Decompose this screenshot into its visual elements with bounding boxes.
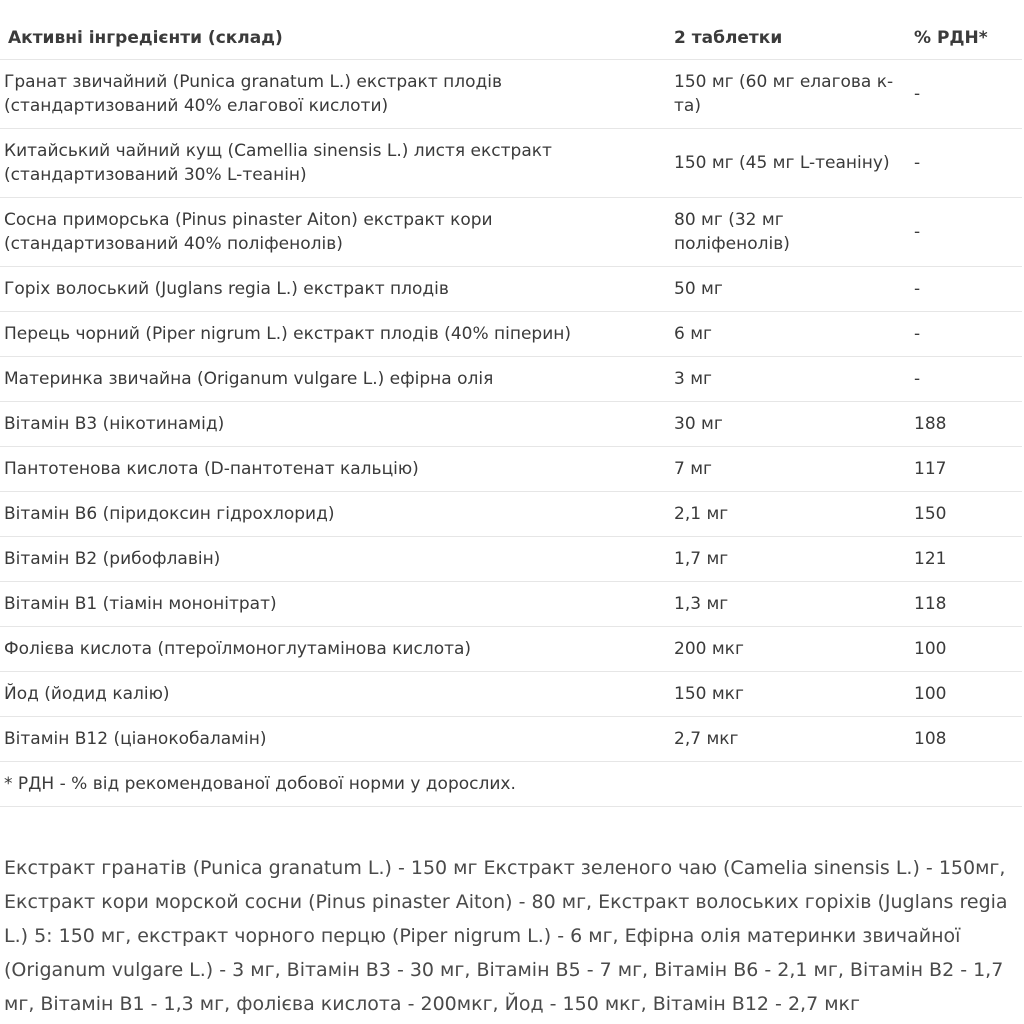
ingredient-rdn: 121 — [910, 537, 1022, 582]
ingredient-dose: 1,3 мг — [670, 582, 910, 627]
table-row — [0, 198, 1022, 267]
table-row — [0, 492, 1022, 537]
table-row — [0, 267, 1022, 312]
ingredient-dose: 50 мг — [670, 267, 910, 312]
ingredient-name: Сосна приморська (Pinus pinaster Aiton) екстракт кори (стандартизований 40% поліфенолів) — [0, 198, 670, 267]
ingredient-rdn: - — [910, 267, 1022, 312]
ingredient-name: Китайський чайний кущ (Camellia sinensis L.) листя екстракт (стандартизований 30% L-теанін) — [0, 129, 670, 198]
ingredient-rdn: 117 — [910, 447, 1022, 492]
table-row — [0, 402, 1022, 447]
ingredient-dose: 1,7 мг — [670, 537, 910, 582]
ingredient-dose: 150 мкг — [670, 672, 910, 717]
ingredient-name: Вітамін B1 (тіамін мононітрат) — [0, 582, 670, 627]
ingredient-dose: 150 мг (45 мг L-теаніну) — [670, 129, 910, 198]
header-ingredients: Активні інгредієнти (склад) — [0, 16, 670, 60]
ingredient-name: Йод (йодид калію) — [0, 672, 670, 717]
ingredient-rdn: 108 — [910, 717, 1022, 762]
table-row — [0, 717, 1022, 762]
ingredient-rdn: 150 — [910, 492, 1022, 537]
ingredient-name: Вітамін B12 (ціанокобаламін) — [0, 717, 670, 762]
table-header-row — [0, 16, 1022, 60]
ingredient-name: Пантотенова кислота (D-пантотенат кальцію) — [0, 447, 670, 492]
table-row — [0, 537, 1022, 582]
ingredient-rdn: 100 — [910, 672, 1022, 717]
table-row — [0, 447, 1022, 492]
ingredient-dose: 150 мг (60 мг елагова к-та) — [670, 60, 910, 129]
ingredient-dose: 7 мг — [670, 447, 910, 492]
ingredient-rdn: - — [910, 129, 1022, 198]
ingredient-name: Гранат звичайний (Punica granatum L.) екстракт плодів (стандартизований 40% елагової кислоти) — [0, 60, 670, 129]
ingredient-dose: 30 мг — [670, 402, 910, 447]
ingredients-table — [0, 16, 1022, 807]
ingredient-name: Вітамін B3 (нікотинамід) — [0, 402, 670, 447]
ingredient-dose: 2,7 мкг — [670, 717, 910, 762]
ingredient-dose: 3 мг — [670, 357, 910, 402]
ingredient-rdn: 188 — [910, 402, 1022, 447]
header-dose: 2 таблетки — [670, 16, 910, 60]
footnote: * РДН - % від рекомендованої добової норми у дорослих. — [0, 762, 1022, 807]
ingredient-dose: 2,1 мг — [670, 492, 910, 537]
ingredient-dose: 200 мкг — [670, 627, 910, 672]
ingredient-name: Вітамін B2 (рибофлавін) — [0, 537, 670, 582]
table-row — [0, 357, 1022, 402]
ingredient-name: Горіх волоський (Juglans regia L.) екстракт плодів — [0, 267, 670, 312]
ingredient-name: Материнка звичайна (Origanum vulgare L.) ефірна олія — [0, 357, 670, 402]
composition-text: Екстракт гранатів (Punica granatum L.) - 150 мг Екстракт зеленого чаю (Camelia sinensis L.) - 150мг, Екстракт кори морской сосни (Pinus pinaster Aiton) - 80 мг, Екстракт волоських горіхів (Juglans regia L.) 5: 150 мг, екстракт чорного перцю (Piper nigrum L.) - 6 мг, Ефірна олія материнки звичайної (Origanum vulgare L.) - 3 мг, Вітамін B3 - 30 мг, Вітамін B5 - 7 мг, Вітамін B6 - 2,1 мг, Вітамін B2 - 1,7 мг, Вітамін B1 - 1,3 мг, фолієва кислота - 200мкг, Йод - 150 мкг, Вітамін B12 - 2,7 мкг — [4, 857, 1008, 1015]
table-row — [0, 60, 1022, 129]
ingredient-rdn: 118 — [910, 582, 1022, 627]
ingredient-rdn: 100 — [910, 627, 1022, 672]
ingredient-name: Вітамін B6 (піридоксин гідрохлорид) — [0, 492, 670, 537]
table-row — [0, 672, 1022, 717]
ingredient-name: Перець чорний (Piper nigrum L.) екстракт плодів (40% піперин) — [0, 312, 670, 357]
table-row — [0, 129, 1022, 198]
ingredient-dose: 6 мг — [670, 312, 910, 357]
table-row — [0, 627, 1022, 672]
footnote-row — [0, 762, 1022, 807]
table-row — [0, 582, 1022, 627]
ingredient-rdn: - — [910, 357, 1022, 402]
ingredient-name: Фолієва кислота (птероїлмоноглутамінова кислота) — [0, 627, 670, 672]
ingredient-rdn: - — [910, 198, 1022, 267]
ingredient-rdn: - — [910, 60, 1022, 129]
header-rdn: % РДН* — [910, 16, 1022, 60]
ingredient-rdn: - — [910, 312, 1022, 357]
table-row — [0, 312, 1022, 357]
ingredient-dose: 80 мг (32 мг поліфенолів) — [670, 198, 910, 267]
